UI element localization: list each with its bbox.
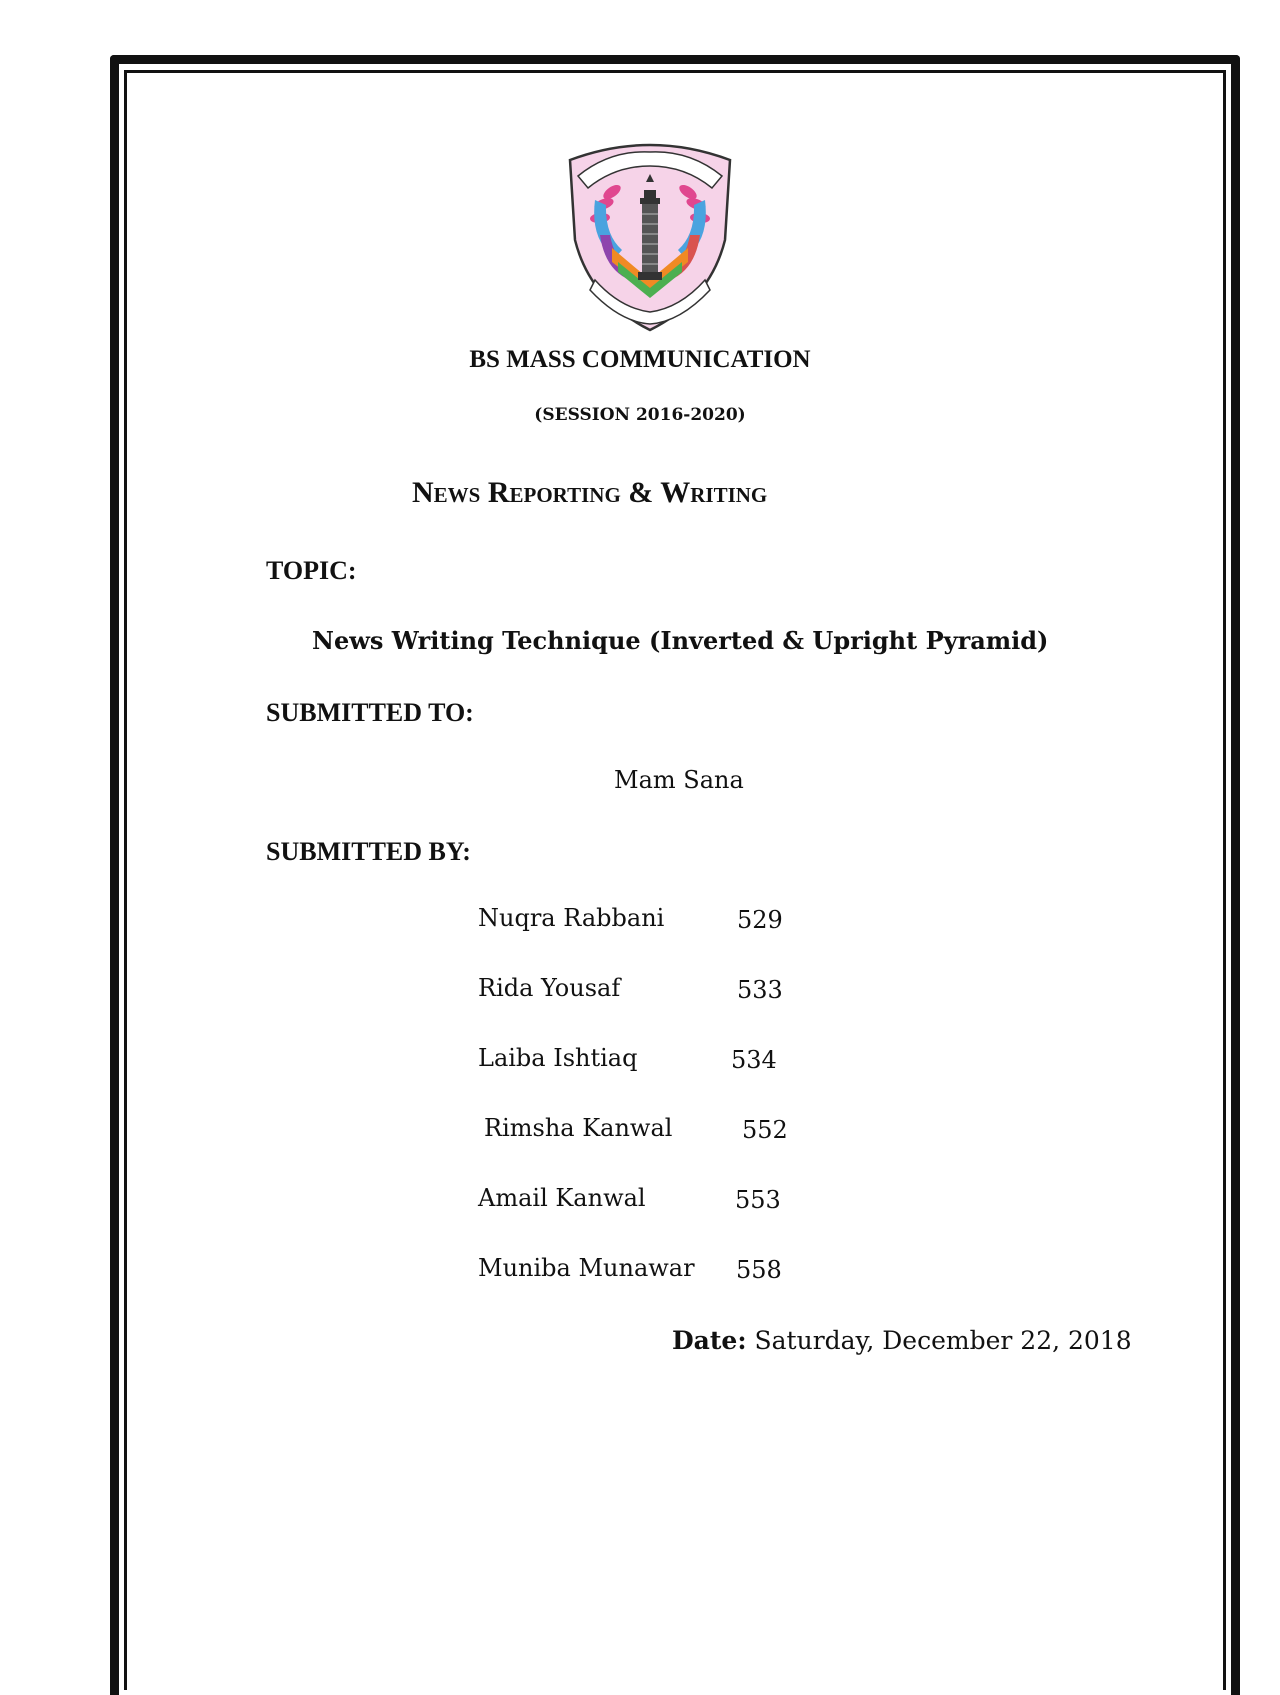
topic-label: TOPIC: <box>266 556 357 585</box>
date-label: Date: <box>672 1326 747 1355</box>
student-roll-number: 553 <box>735 1186 781 1214</box>
student-roll-number: 533 <box>737 976 783 1004</box>
session-years: (SESSION 2016-2020) <box>534 405 746 425</box>
student-roll-number: 529 <box>737 906 783 934</box>
student-name: Rida Yousaf <box>478 974 621 1002</box>
student-roll-number: 534 <box>731 1046 777 1074</box>
student-name: Nuqra Rabbani <box>478 904 665 932</box>
student-name: Muniba Munawar <box>478 1254 695 1282</box>
program-title: BS MASS COMMUNICATION <box>469 346 811 373</box>
submitted-to-label: SUBMITTED TO: <box>266 698 474 727</box>
college-crest-logo <box>560 130 740 340</box>
student-name: Amail Kanwal <box>478 1184 646 1212</box>
topic-value: News Writing Technique (Inverted & Upright Pyramid) <box>312 626 1049 655</box>
student-roll-number: 558 <box>736 1256 782 1284</box>
submission-date <box>672 1326 1132 1355</box>
teacher-name: Mam Sana <box>614 766 744 794</box>
course-title: News Reporting & Writing <box>412 476 768 509</box>
submitted-by-label: SUBMITTED BY: <box>266 837 471 866</box>
date-value: Saturday, December 22, 2018 <box>754 1326 1132 1355</box>
student-roll-number: 552 <box>742 1116 788 1144</box>
student-name: Laiba Ishtiaq <box>478 1044 638 1072</box>
student-name: Rimsha Kanwal <box>484 1114 673 1142</box>
